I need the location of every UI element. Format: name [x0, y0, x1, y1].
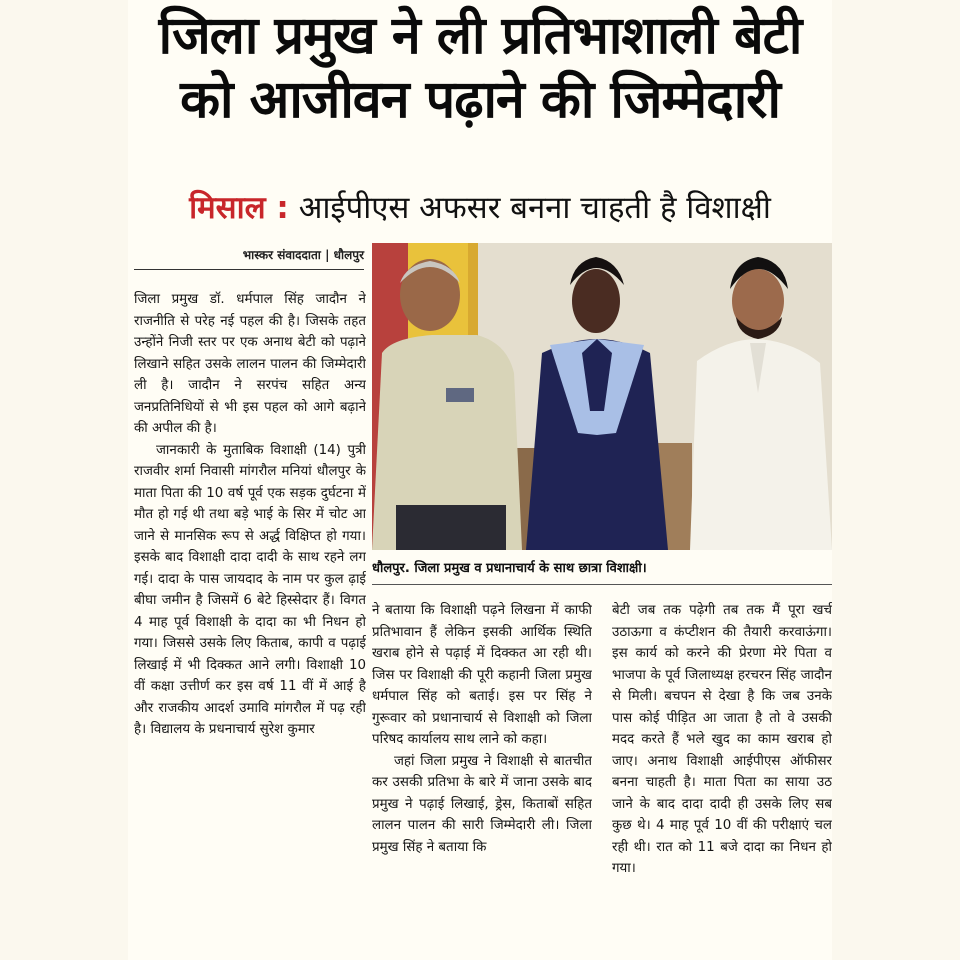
article-column-1	[134, 289, 366, 959]
subheadline-text: आईपीएस अफसर बनना चाहती है विशाक्षी	[298, 190, 771, 226]
headline-line-2: को आजीवन पढ़ाने की जिम्मेदारी	[180, 70, 780, 130]
photo-caption: धौलपुर. जिला प्रमुख व प्रधानाचार्य के साथ छात्रा विशाक्षी।	[372, 558, 832, 585]
headline	[128, 4, 832, 132]
article-column-3	[612, 600, 832, 958]
article-paragraph: जहां जिला प्रमुख ने विशाक्षी से बातचीत कर उसकी प्रतिभा के बारे में जाना उसके बाद प्रमुख ने पढ़ाई लिखाई, ड्रेस, किताबों सहित लालन पालन की सारी जिम्मेदारी ली। जिला प्रमुख सिंह ने बताया कि	[372, 753, 592, 855]
photo-illustration	[372, 243, 832, 550]
headline-line-1: जिला प्रमुख ने ली प्रतिभाशाली बेटी	[158, 6, 802, 66]
article-paragraph: ने बताया कि विशाक्षी पढ़ने लिखना में काफी प्रतिभावान हैं लेकिन इसकी आर्थिक स्थिति खराब होने से पढ़ाई में दिक्कत आ रही थी। जिस पर विशाक्षी की पूरी कहानी जिला प्रमुख धर्मपाल सिंह को बताई। इस पर सिंह ने गुरूवार को प्रधानाचार्य से विशाक्षी को जिला परिषद कार्यालय साथ लाने को कहा।	[372, 603, 592, 747]
article-paragraph: जिला प्रमुख डॉ. धर्मपाल सिंह जादौन ने राजनीति से परेह नई पहल की है। जिसके तहत उन्होंने निजी स्तर पर एक अनाथ बेटी को पढ़ाने लिखाने सहित उसके लालन पालन की जिम्मेदारी ली है। जादौन ने सरपंच सहित अन्य जनप्रतिनिधियों से भी इस पहल को आगे बढ़ाने की अपील की है।	[134, 292, 366, 436]
article-paragraph: बेटी जब तक पढ़ेगी तब तक मैं पूरा खर्च उठाऊगा व कंप्टीशन की तैयारी करवाऊंगा। इस कार्य को करने की प्रेरणा मेरे पिता व भाजपा के पूर्व जिलाध्यक्ष हरचरन सिंह जादौन से मिली। बचपन से देखा है कि जब उनके पास कोई पीड़ित आ जाता है तो वे उसकी मदद करते हैं भले खुद का काम खराब हो जाए। अनाथ विशाक्षी आईपीएस ऑफीसर बनना चाहती है। माता पिता का साया उठ जाने के बाद दादा दादी ही उसके लिए सब कुछ थे। 4 माह पूर्व 10 वीं की परीक्षाएं चल रही थी। रात को 11 बजे दादा का निधन हो गया।	[612, 603, 832, 876]
article-paragraph: जानकारी के मुताबिक विशाक्षी (14) पुत्री राजवीर शर्मा निवासी मांगरौल मनियां धौलपुर के माता पिता की 10 वर्ष पूर्व एक सड़क दुर्घटना में मौत हो गई थी तथा बड़े भाई के सिर में चोट आ जाने से मानसिक रूप से अर्द्ध विक्षिप्त हो गया। इसके बाद विशाक्षी दादा दादी के साथ रहने लग गई। दादा के पास जायदाद के नाम पर कुल ढ़ाई बीघा जमीन है जिसमें 6 बेटे हिस्सेदार हैं। विगत 4 माह पूर्व विशाक्षी के दादा का भी निधन हो गया। जिससे उसके लिए किताब, कापी व पढ़ाई लिखाई में भी दिक्कत आने लगी। विशाक्षी 10 वीं कक्षा उत्तीर्ण कर इस वर्ष 11 वीं में आई है और राजकीय आदर्श उमावि मांगरौल में पढ़ रही है। विद्यालय के प्रधनाचार्य सुरेश कुमार	[134, 442, 366, 737]
byline: भास्कर संवाददाता | धौलपुर	[134, 246, 364, 270]
subheadline	[128, 188, 832, 228]
news-photo	[372, 243, 832, 550]
article-column-2	[372, 600, 592, 958]
subheadline-tag: मिसाल :	[189, 190, 289, 226]
